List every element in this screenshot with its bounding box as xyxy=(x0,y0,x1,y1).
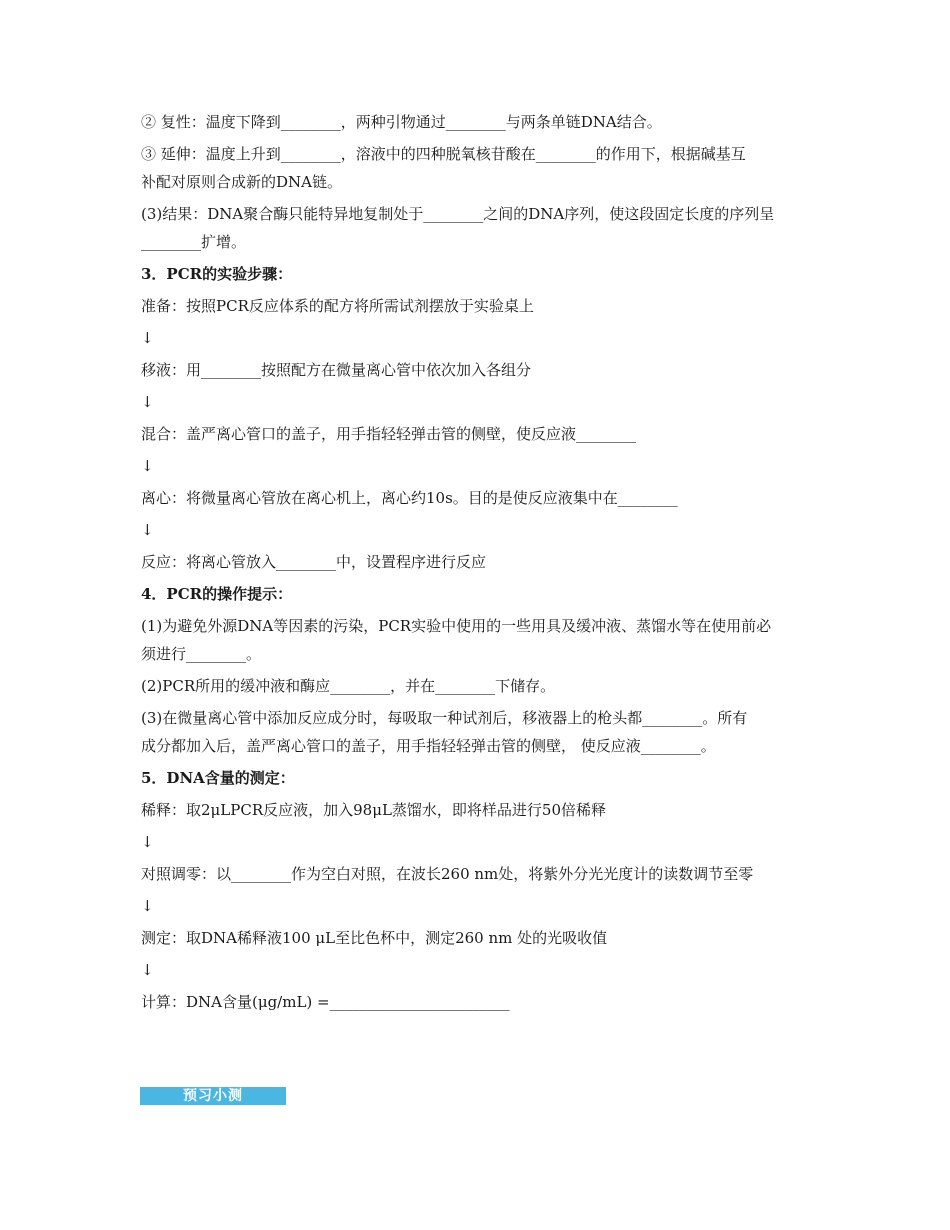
step-annealing: ② 复性：温度下降到________，两种引物通过________与两条单链DNA结合。 xyxy=(141,113,662,131)
result-text: (3)结果：DNA聚合酶只能特异地复制处于________之间的DNA序列，使这段固定长度的序列呈 xyxy=(141,205,775,223)
step-prepare: 准备：按照PCR反应体系的配方将所需试剂摆放于实验桌上 xyxy=(141,297,534,315)
result-text-cont: ________扩增。 xyxy=(141,233,247,251)
step-mix: 混合：盖严离心管口的盖子，用手指轻轻弹击管的侧壁，使反应液________ xyxy=(141,425,637,443)
step-react: 反应：将离心管放入________中，设置程序进行反应 xyxy=(141,553,487,571)
tip-3: (3)在微量离心管中添加反应成分时，每吸取一种试剂后，移液器上的枪头都________。所有 xyxy=(141,709,748,727)
step-extension-cont: 补配对原则合成新的DNA链。 xyxy=(141,173,342,191)
step-pipette: 移液：用________按照配方在微量离心管中依次加入各组分 xyxy=(141,361,532,379)
document-body xyxy=(141,112,821,1024)
down-arrow-icon: ↓ xyxy=(141,833,154,851)
step-extension: ③ 延伸：温度上升到________，溶液中的四种脱氧核苷酸在________的作用下，根据碱基互 xyxy=(141,145,746,163)
down-arrow-icon: ↓ xyxy=(141,457,154,475)
tip-3-cont: 成分都加入后，盖严离心管口的盖子，用手指轻轻弹击管的侧壁， 使反应液________。 xyxy=(141,737,716,755)
down-arrow-icon: ↓ xyxy=(141,961,154,979)
step-measure: 测定：取DNA稀释液100 μL至比色杯中，测定260 nm 处的光吸收值 xyxy=(141,929,608,947)
tip-2: (2)PCR所用的缓冲液和酶应________，并在________下储存。 xyxy=(141,677,556,695)
step-dilute: 稀释：取2μLPCR反应液，加入98μL蒸馏水，即将样品进行50倍稀释 xyxy=(141,801,607,819)
step-calculate: 计算：DNA含量(μg/mL) =________________________ xyxy=(141,993,510,1011)
section-heading-4: 4．PCR的操作提示： xyxy=(141,585,293,603)
down-arrow-icon: ↓ xyxy=(141,329,154,347)
step-centrifuge: 离心：将微量离心管放在离心机上，离心约10s。目的是使反应液集中在________ xyxy=(141,489,678,507)
section-heading-5: 5．DNA含量的测定： xyxy=(141,769,295,787)
step-zero: 对照调零：以________作为空白对照，在波长260 nm处，将紫外分光光度计的读数调节至零 xyxy=(141,865,754,883)
down-arrow-icon: ↓ xyxy=(141,897,154,915)
tip-1: (1)为避免外源DNA等因素的污染，PCR实验中使用的一些用具及缓冲液、蒸馏水等在使用前必 xyxy=(141,617,772,635)
section-heading-3: 3．PCR的实验步骤： xyxy=(141,265,293,283)
down-arrow-icon: ↓ xyxy=(141,393,154,411)
down-arrow-icon: ↓ xyxy=(141,521,154,539)
preview-quiz-banner: 预习小测 xyxy=(140,1087,286,1105)
tip-1-cont: 须进行________。 xyxy=(141,645,262,663)
